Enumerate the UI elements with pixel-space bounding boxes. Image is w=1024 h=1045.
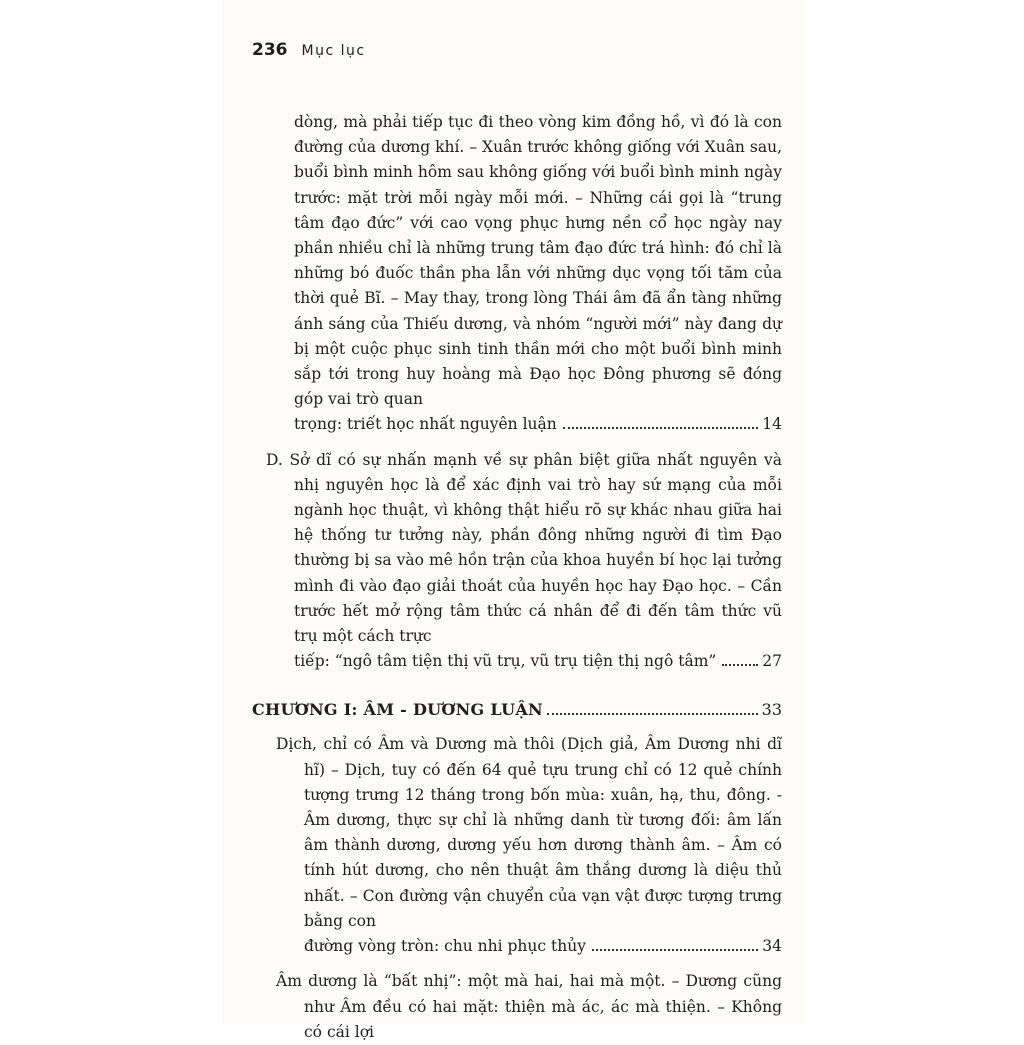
entry-1-last-line: đường vòng tròn: chu nhi phục thủy xyxy=(304,937,586,956)
page-number: 236 xyxy=(252,40,288,60)
toc-entry-1 xyxy=(252,732,782,959)
dot-leader xyxy=(722,664,758,666)
dot-leader xyxy=(592,949,758,951)
entry-1-leader xyxy=(304,934,782,959)
entry-d-text: D. Sở dĩ có sự nhấn mạnh về sự phân biệt giữa nhất nguyên và nhị nguyên học là để xác định vai trò hay sứ mạng của mỗi ngành học thuật, vì không thật hiểu rõ sự khác nhau giữa hai hệ thống tư tưởng này, phần đông những người đi tìm Đạo thường bị sa vào mê hồn trận của khoa huyền bí học lại tưởng mình đi vào đạo giải thoát của huyền học hay Đạo học. – Cần trước hết mở rộng tâm thức cá nhân để đi đến tâm thức vũ trụ một cách trực xyxy=(266,450,782,646)
section-title: Mục lục xyxy=(301,43,366,59)
entry-c-text: dòng, mà phải tiếp tục đi theo vòng kim đồng hồ, vì đó là con đường của dương khí. – Xuân trước không giống với Xuân sau, buổi bình minh hôm sau không giống với buổi bình minh ngày trước: mặt trời mỗi ngày mỗi mới. – Những cái gọi là “trung tâm đạo đức” với cao vọng phục hưng nền cổ học ngày nay phần nhiều chỉ là những trung tâm đạo đức trá hình: đó chỉ là những bó đuốc thần pha lẫn với những dục vọng tối tăm của thời quẻ Bĩ. – May thay, trong lòng Thái âm đã ẩn tàng những ánh sáng của Thiếu dương, và nhóm “người mới” này đang dự bị một cuộc phục sinh tinh thần mới cho một buổi bình minh sắp tới trong huy hoàng mà Đạo học Đông phương sẽ đóng góp vai trò quan xyxy=(294,113,782,409)
entry-1-page: 34 xyxy=(762,937,782,956)
chapter-page: 33 xyxy=(761,700,782,720)
chapter-heading xyxy=(252,700,782,720)
entry-c-leader xyxy=(294,412,782,437)
toc-entry-c xyxy=(252,110,782,438)
toc-entry-d xyxy=(252,448,782,675)
entry-d-page: 27 xyxy=(762,652,782,671)
toc-content xyxy=(252,40,782,1045)
entry-1-text: Dịch, chỉ có Âm và Dương mà thôi (Dịch giả, Âm Dương nhi dĩ hĩ) – Dịch, tuy có đến 64 quẻ tựu trung chỉ có 12 quẻ chính tượng trưng 12 tháng trong bốn mùa: xuân, hạ, thu, đông. - Âm dương, thực sự chỉ là những danh từ tương đối: âm lấn âm thành dương, dương yếu hơn dương thành âm. – Âm có tính hút dương, cho nên thuật âm thắng dương là diệu thủ nhất. – Con đường vận chuyển của vạn vật được tượng trưng bằng con xyxy=(276,735,782,930)
entry-d-last-line: tiếp: “ngô tâm tiện thị vũ trụ, vũ trụ tiện thị ngô tâm” xyxy=(294,652,717,671)
chapter-title: CHƯƠNG I: ÂM - DƯƠNG LUẬN xyxy=(252,700,543,720)
entry-c-last-line: trọng: triết học nhất nguyên luận xyxy=(294,415,557,434)
dot-leader xyxy=(563,427,759,429)
entry-2-text: Âm dương là “bất nhị”: một mà hai, hai mà một. – Dương cũng như Âm đều có hai mặt: thiện mà ác, ác mà thiện. – Không có cái lợi xyxy=(276,972,782,1041)
dot-leader xyxy=(547,713,758,715)
page-header xyxy=(252,40,782,76)
toc-entry-2 xyxy=(252,969,782,1045)
entry-c-page: 14 xyxy=(762,415,782,434)
entry-d-leader xyxy=(294,649,782,674)
